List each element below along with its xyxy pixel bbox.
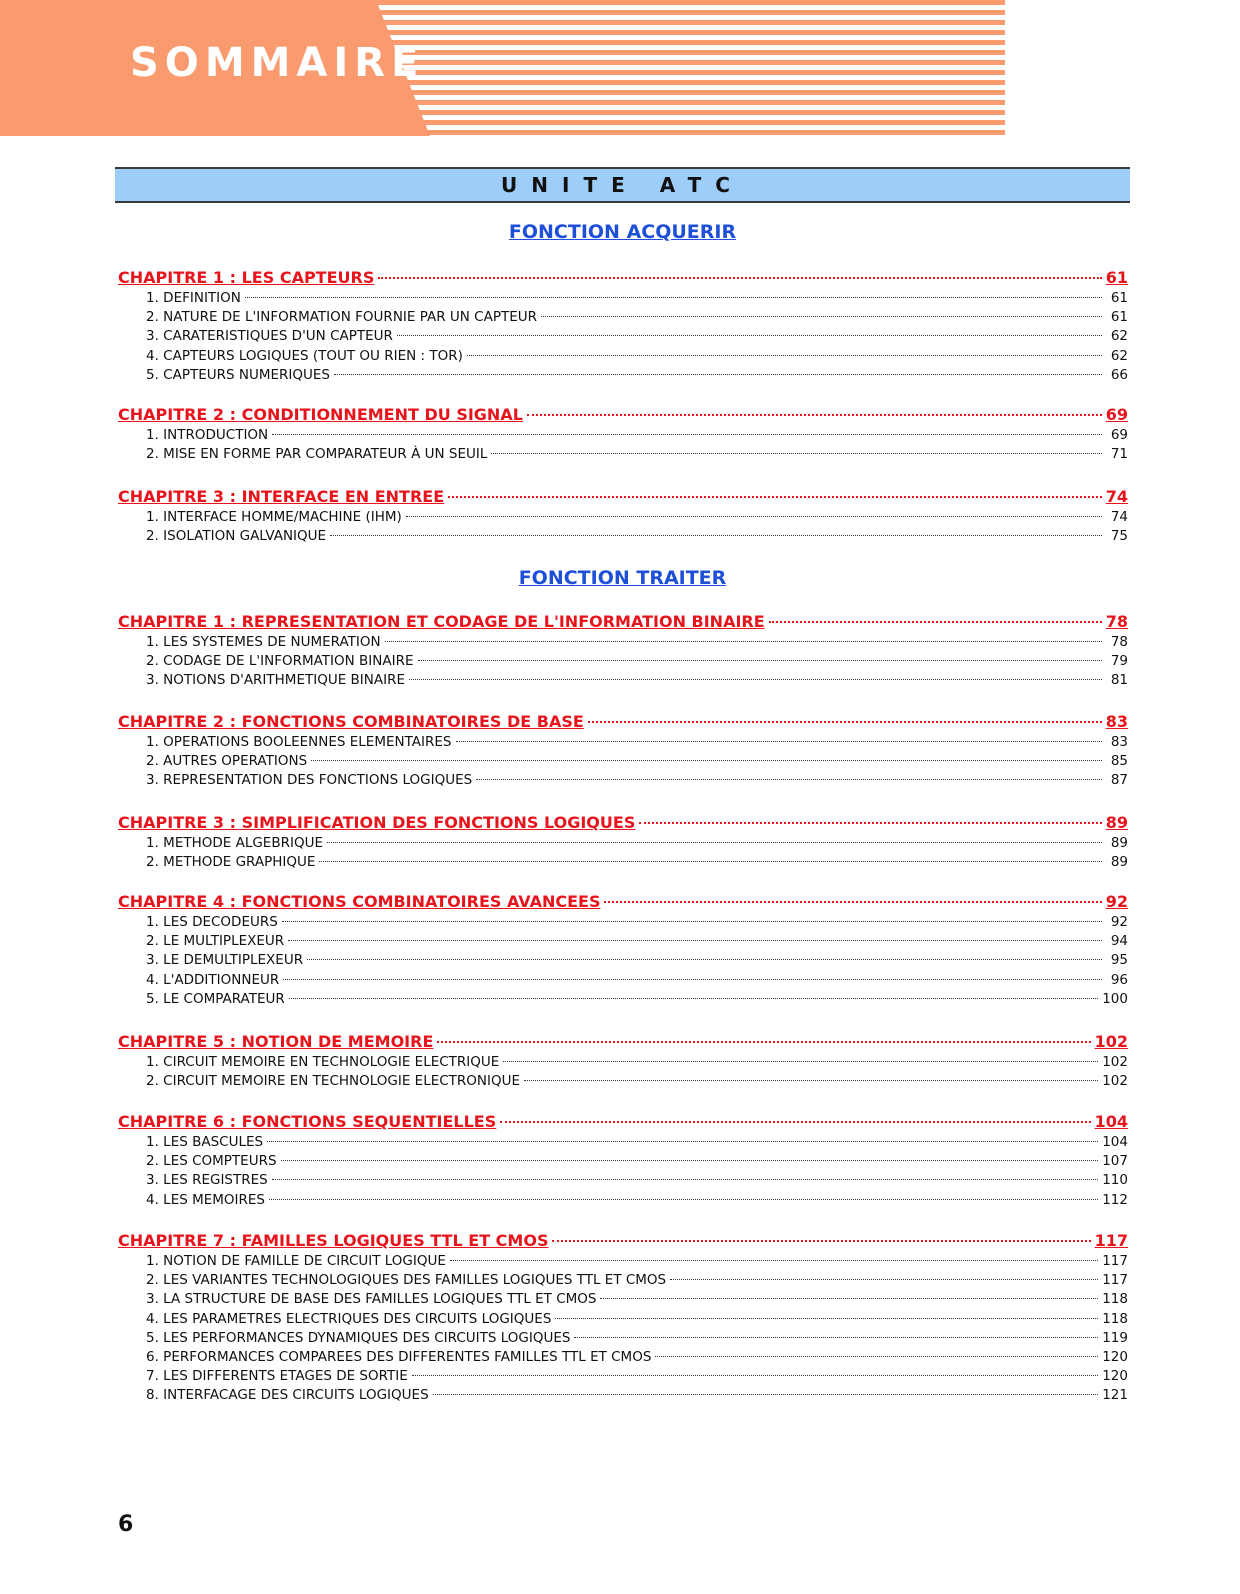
section-title[interactable]: 2. NATURE DE L'INFORMATION FOURNIE PAR UN CAPTEUR (146, 309, 538, 326)
chapter-block (118, 1112, 1128, 1211)
section-entry[interactable] (118, 835, 1128, 854)
section-title[interactable]: 1. INTERFACE HOMME/MACHINE (IHM) (146, 509, 402, 525)
section-entry[interactable] (118, 1192, 1128, 1211)
section-page-number: 100 (1102, 990, 1128, 1007)
section-title[interactable]: 1. NOTION DE FAMILLE DE CIRCUIT LOGIQUE (146, 1253, 446, 1269)
section-title[interactable]: 2. METHODE GRAPHIQUE (146, 854, 316, 871)
dot-leader (600, 1298, 1098, 1299)
dot-leader (397, 335, 1102, 336)
dot-leader (448, 496, 1102, 498)
section-title[interactable]: 3. CARATERISTIQUES D'UN CAPTEUR (146, 328, 393, 345)
section-page-number: 118 (1102, 1291, 1128, 1308)
page-number: 6 (118, 1512, 134, 1537)
section-title[interactable]: 4. LES MEMOIRES (146, 1191, 265, 1208)
unit-banner: UNITE ATC (115, 167, 1130, 203)
dot-leader (588, 721, 1102, 723)
section-title[interactable]: 1. CIRCUIT MEMOIRE EN TECHNOLOGIE ELECTRIQUE (146, 1054, 500, 1070)
dot-leader (330, 535, 1102, 536)
section-page-number: 117 (1102, 1272, 1128, 1289)
chapter-title-link[interactable]: CHAPITRE 2 : CONDITIONNEMENT DU SIGNAL (118, 405, 523, 424)
chapter-block (118, 813, 1128, 873)
chapter-block (118, 1231, 1128, 1407)
chapter-entry[interactable] (118, 892, 1128, 914)
section-page-number: 107 (1102, 1153, 1128, 1170)
dot-leader (289, 998, 1098, 999)
chapter-block (118, 892, 1128, 1010)
chapter-entry[interactable] (118, 813, 1128, 835)
chapter-page-number: 92 (1105, 892, 1128, 911)
dot-leader (245, 297, 1102, 298)
header-banner (0, 0, 1005, 136)
section-page-number: 62 (1110, 347, 1128, 364)
chapter-entry[interactable] (118, 405, 1128, 427)
chapter-page-number: 117 (1094, 1231, 1128, 1250)
section-page-number: 96 (1110, 971, 1128, 988)
chapter-title-link[interactable]: CHAPITRE 6 : FONCTIONS SEQUENTIELLES (118, 1112, 497, 1131)
section-title[interactable]: 5. CAPTEURS NUMERIQUES (146, 366, 330, 383)
section-page-number: 61 (1110, 290, 1128, 306)
chapter-entry[interactable] (118, 268, 1128, 290)
section-entry[interactable] (118, 914, 1128, 933)
dot-leader (552, 1240, 1090, 1242)
dot-leader (639, 822, 1101, 824)
section-title[interactable]: 1. METHODE ALGEBRIQUE (146, 835, 323, 851)
section-page-number: 71 (1110, 446, 1128, 463)
dot-leader (476, 779, 1102, 780)
section-entry[interactable] (118, 653, 1128, 672)
section-page-number: 81 (1110, 672, 1128, 689)
section-title[interactable]: 2. CODAGE DE L'INFORMATION BINAIRE (146, 653, 414, 670)
dot-leader (409, 679, 1102, 680)
section-page-number: 89 (1110, 835, 1128, 851)
dot-leader (574, 1337, 1098, 1338)
section-title[interactable]: 8. INTERFACAGE DES CIRCUITS LOGIQUES (146, 1387, 429, 1404)
fonction-heading[interactable]: FONCTION ACQUERIR (508, 221, 737, 243)
section-page-number: 118 (1102, 1310, 1128, 1327)
dot-leader (655, 1356, 1098, 1357)
section-title[interactable]: 1. LES SYSTEMES DE NUMERATION (146, 634, 381, 650)
dot-leader (450, 1260, 1098, 1261)
section-page-number: 102 (1102, 1073, 1128, 1090)
chapter-page-number: 61 (1105, 268, 1128, 287)
dot-leader (555, 1318, 1098, 1319)
section-entry[interactable] (118, 367, 1128, 386)
section-title[interactable]: 2. LES COMPTEURS (146, 1153, 277, 1170)
section-page-number: 66 (1110, 366, 1128, 383)
section-title[interactable]: 7. LES DIFFERENTS ETAGES DE SORTIE (146, 1368, 408, 1385)
section-entry[interactable] (118, 1253, 1128, 1272)
chapter-entry[interactable] (118, 1231, 1128, 1253)
chapter-title-link[interactable]: CHAPITRE 7 : FAMILLES LOGIQUES TTL ET CMOS (118, 1231, 549, 1250)
chapter-title-link[interactable]: CHAPITRE 5 : NOTION DE MEMOIRE (118, 1032, 434, 1051)
dot-leader (311, 760, 1102, 761)
section-title[interactable]: 3. LA STRUCTURE DE BASE DES FAMILLES LOGIQUES TTL ET CMOS (146, 1291, 597, 1308)
chapter-title-link[interactable]: CHAPITRE 1 : LES CAPTEURS (118, 268, 375, 287)
section-page-number: 110 (1102, 1172, 1128, 1189)
chapter-block (118, 1032, 1128, 1092)
section-entry[interactable] (118, 309, 1128, 328)
section-entry[interactable] (118, 952, 1128, 971)
dot-leader (418, 660, 1102, 661)
section-page-number: 92 (1110, 914, 1128, 930)
section-title[interactable]: 2. LE MULTIPLEXEUR (146, 933, 285, 950)
section-page-number: 62 (1110, 328, 1128, 345)
section-page-number: 102 (1102, 1054, 1128, 1070)
section-entry[interactable] (118, 1054, 1128, 1073)
chapter-entry[interactable] (118, 1112, 1128, 1134)
section-entry[interactable] (118, 772, 1128, 791)
section-title[interactable]: 4. CAPTEURS LOGIQUES (TOUT OU RIEN : TOR) (146, 347, 463, 364)
section-page-number: 74 (1110, 509, 1128, 525)
section-entry[interactable] (118, 753, 1128, 772)
chapter-title-link[interactable]: CHAPITRE 4 : FONCTIONS COMBINATOIRES AVANCEES (118, 892, 601, 911)
section-entry[interactable] (118, 290, 1128, 309)
dot-leader (327, 842, 1102, 843)
section-page-number: 79 (1110, 653, 1128, 670)
section-page-number: 94 (1110, 933, 1128, 950)
dot-leader (769, 621, 1102, 623)
dot-leader (267, 1141, 1098, 1142)
dot-leader (378, 277, 1101, 279)
dot-leader (670, 1279, 1098, 1280)
section-title[interactable]: 5. LES PERFORMANCES DYNAMIQUES DES CIRCUITS LOGIQUES (146, 1329, 571, 1346)
chapter-page-number: 69 (1105, 405, 1128, 424)
chapter-block (118, 405, 1128, 465)
section-entry[interactable] (118, 933, 1128, 952)
chapter-page-number: 78 (1105, 612, 1128, 631)
section-page-number: 117 (1102, 1253, 1128, 1269)
dot-leader (456, 741, 1103, 742)
section-title[interactable]: 1. INTRODUCTION (146, 427, 269, 443)
dot-leader (433, 1394, 1099, 1395)
section-entry[interactable] (118, 1134, 1128, 1153)
section-page-number: 119 (1102, 1329, 1128, 1346)
section-title[interactable]: 1. OPERATIONS BOOLEENNES ELEMENTAIRES (146, 734, 452, 750)
dot-leader (334, 374, 1102, 375)
dot-leader (385, 641, 1102, 642)
section-entry[interactable] (118, 991, 1128, 1010)
header-stripes (375, 0, 1005, 136)
section-entry[interactable] (118, 672, 1128, 691)
dot-leader (500, 1121, 1090, 1123)
chapter-page-number: 89 (1105, 813, 1128, 832)
dot-leader (541, 316, 1102, 317)
section-title[interactable]: 3. NOTIONS D'ARITHMETIQUE BINAIRE (146, 672, 406, 689)
dot-leader (281, 1160, 1099, 1161)
section-page-number: 112 (1102, 1191, 1128, 1208)
section-entry[interactable] (118, 1368, 1128, 1387)
section-title[interactable]: 4. L'ADDITIONNEUR (146, 971, 280, 988)
section-page-number: 75 (1110, 528, 1128, 545)
dot-leader (437, 1041, 1090, 1043)
section-entry[interactable] (118, 427, 1128, 446)
section-title[interactable]: 3. REPRESENTATION DES FONCTIONS LOGIQUES (146, 772, 473, 789)
dot-leader (288, 940, 1102, 941)
section-entry[interactable] (118, 1330, 1128, 1349)
chapter-entry[interactable] (118, 612, 1128, 634)
chapter-entry[interactable] (118, 487, 1128, 509)
section-entry[interactable] (118, 1311, 1128, 1330)
section-entry[interactable] (118, 634, 1128, 653)
chapter-entry[interactable] (118, 712, 1128, 734)
dot-leader (307, 959, 1102, 960)
section-page-number: 89 (1110, 854, 1128, 871)
chapter-block (118, 487, 1128, 547)
section-entry[interactable] (118, 1387, 1128, 1406)
section-title[interactable]: 2. LES VARIANTES TECHNOLOGIQUES DES FAMILLES LOGIQUES TTL ET CMOS (146, 1272, 667, 1289)
section-entry[interactable] (118, 972, 1128, 991)
section-title[interactable]: 3. LE DEMULTIPLEXEUR (146, 952, 304, 969)
section-page-number: 95 (1110, 952, 1128, 969)
section-title[interactable]: 1. DEFINITION (146, 290, 241, 306)
section-entry[interactable] (118, 1172, 1128, 1191)
section-page-number: 120 (1102, 1368, 1128, 1385)
section-title[interactable]: 2. ISOLATION GALVANIQUE (146, 528, 327, 545)
section-page-number: 61 (1110, 309, 1128, 326)
section-entry[interactable] (118, 1153, 1128, 1172)
dot-leader (491, 453, 1102, 454)
section-title[interactable]: 2. AUTRES OPERATIONS (146, 753, 308, 770)
section-entry[interactable] (118, 348, 1128, 367)
section-title[interactable]: 2. CIRCUIT MEMOIRE EN TECHNOLOGIE ELECTRONIQUE (146, 1073, 521, 1090)
section-title[interactable]: 6. PERFORMANCES COMPAREES DES DIFFERENTES FAMILLES TTL ET CMOS (146, 1348, 652, 1365)
section-entry[interactable] (118, 854, 1128, 873)
section-page-number: 104 (1102, 1134, 1128, 1150)
chapter-title-link[interactable]: CHAPITRE 3 : SIMPLIFICATION DES FONCTIONS LOGIQUES (118, 813, 636, 832)
dot-leader (527, 414, 1102, 416)
section-title[interactable]: 3. LES REGISTRES (146, 1172, 268, 1189)
dot-leader (272, 434, 1102, 435)
section-entry[interactable] (118, 528, 1128, 547)
dot-leader (604, 901, 1101, 903)
section-entry[interactable] (118, 1349, 1128, 1368)
dot-leader (272, 1179, 1098, 1180)
fonction-heading[interactable]: FONCTION TRAITER (518, 567, 727, 589)
section-title[interactable]: 1. LES DECODEURS (146, 914, 278, 930)
section-entry[interactable] (118, 1272, 1128, 1291)
section-entry[interactable] (118, 509, 1128, 528)
dot-leader (283, 979, 1102, 980)
section-page-number: 87 (1110, 772, 1128, 789)
dot-leader (319, 861, 1102, 862)
chapter-title-link[interactable]: CHAPITRE 3 : INTERFACE EN ENTREE (118, 487, 445, 506)
chapter-title-link[interactable]: CHAPITRE 1 : REPRESENTATION ET CODAGE DE L'INFORMATION BINAIRE (118, 612, 765, 631)
chapter-page-number: 102 (1094, 1032, 1128, 1051)
dot-leader (467, 355, 1102, 356)
section-page-number: 78 (1110, 634, 1128, 650)
section-page-number: 69 (1110, 427, 1128, 443)
chapter-title-link[interactable]: CHAPITRE 2 : FONCTIONS COMBINATOIRES DE BASE (118, 712, 584, 731)
chapter-entry[interactable] (118, 1032, 1128, 1054)
dot-leader (503, 1061, 1098, 1062)
section-page-number: 85 (1110, 753, 1128, 770)
dot-leader (269, 1199, 1098, 1200)
chapter-block (118, 268, 1128, 386)
section-entry[interactable] (118, 734, 1128, 753)
section-page-number: 121 (1102, 1387, 1128, 1404)
dot-leader (524, 1080, 1098, 1081)
chapter-page-number: 83 (1105, 712, 1128, 731)
section-entry[interactable] (118, 1291, 1128, 1310)
section-page-number: 120 (1102, 1348, 1128, 1365)
chapter-page-number: 104 (1094, 1112, 1128, 1131)
section-entry[interactable] (118, 446, 1128, 465)
section-title[interactable]: 4. LES PARAMETRES ELECTRIQUES DES CIRCUITS LOGIQUES (146, 1310, 552, 1327)
chapter-page-number: 74 (1105, 487, 1128, 506)
section-page-number: 83 (1110, 734, 1128, 750)
section-title[interactable]: 2. MISE EN FORME PAR COMPARATEUR À UN SEUIL (146, 446, 488, 463)
chapter-block (118, 712, 1128, 792)
section-title[interactable]: 5. LE COMPARATEUR (146, 990, 285, 1007)
section-title[interactable]: 1. LES BASCULES (146, 1134, 264, 1150)
dot-leader (282, 921, 1102, 922)
dot-leader (406, 516, 1102, 517)
page-title: SOMMAIRE (130, 40, 425, 86)
section-entry[interactable] (118, 1073, 1128, 1092)
section-entry[interactable] (118, 328, 1128, 347)
dot-leader (412, 1375, 1098, 1376)
chapter-block (118, 612, 1128, 692)
